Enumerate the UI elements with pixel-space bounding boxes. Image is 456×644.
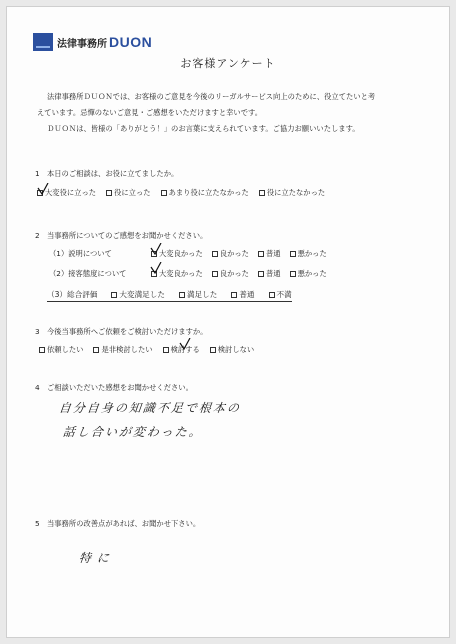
handwritten-answer: 特に bbox=[78, 551, 116, 565]
checkbox-icon[interactable] bbox=[210, 347, 216, 353]
checkbox-icon[interactable] bbox=[179, 292, 185, 298]
checkbox-icon[interactable] bbox=[290, 251, 296, 257]
question-3: 3 今後当事務所へご依頼をご検討いただけますか。 bbox=[35, 327, 208, 336]
question-2: 2 当事務所についてのご感想をお聞かせください。 bbox=[35, 231, 208, 240]
checkbox-icon[interactable] bbox=[231, 292, 237, 298]
q1-option[interactable]: あまり役に立たなかった bbox=[161, 188, 249, 198]
checkbox-icon[interactable] bbox=[163, 347, 169, 353]
q3-option[interactable]: 検討しない bbox=[210, 345, 254, 355]
overall-label: （3）総合評価 bbox=[47, 290, 98, 299]
checkbox-icon[interactable] bbox=[212, 271, 218, 277]
check-mark-icon bbox=[150, 243, 162, 255]
check-mark-icon bbox=[150, 262, 162, 274]
intro-line: えています。忌憚のないご意見・ご感想をいただけますと幸いです。 bbox=[37, 108, 263, 117]
intro-text bbox=[37, 89, 421, 137]
handwritten-answer-line: 話し合いが変わった。 bbox=[62, 425, 204, 439]
check-mark-icon bbox=[179, 338, 191, 350]
firm-logo bbox=[33, 33, 152, 51]
overall-option[interactable]: 不満 bbox=[269, 289, 292, 300]
handwritten-answer-line: 自分自身の知識不足で根本の bbox=[58, 401, 242, 415]
q2-row-explanation bbox=[49, 249, 327, 259]
q2-overall bbox=[47, 289, 292, 302]
question-5: 5 当事務所の改善点があれば、お聞かせ下さい。 bbox=[35, 519, 201, 528]
question-1: 1 本日のご相談は、お役に立てましたか。 bbox=[35, 169, 179, 178]
logo-firm-jp: 法律事務所 bbox=[57, 38, 107, 50]
overall-option[interactable]: 満足した bbox=[179, 289, 217, 300]
logo-firm-en: DUON bbox=[109, 34, 153, 50]
checkbox-icon[interactable] bbox=[93, 347, 99, 353]
survey-page bbox=[6, 6, 450, 638]
q3-option[interactable]: 是非検討したい bbox=[93, 345, 152, 355]
overall-option[interactable]: 大変満足した bbox=[111, 289, 165, 300]
checkbox-icon[interactable] bbox=[259, 190, 265, 196]
q1-option[interactable]: 役に立った bbox=[106, 188, 150, 198]
intro-line: ＤＵＯＮは、皆様の「ありがとう！」のお言葉に支えられています。ご協力お願いいたします。 bbox=[47, 124, 360, 133]
checkbox-icon[interactable] bbox=[258, 271, 264, 277]
check-mark-icon bbox=[37, 183, 49, 195]
q1-option[interactable]: 役に立たなかった bbox=[259, 188, 325, 198]
q2-option[interactable]: 良かった bbox=[212, 269, 249, 279]
row-label: （2）接客態度について bbox=[49, 269, 127, 278]
overall-option[interactable]: 普通 bbox=[231, 289, 254, 300]
q1-options bbox=[37, 188, 325, 198]
q2-option[interactable]: 大変良かった bbox=[151, 269, 203, 279]
checkbox-icon[interactable] bbox=[111, 292, 117, 298]
checkbox-icon[interactable] bbox=[258, 251, 264, 257]
checkbox-icon[interactable] bbox=[290, 271, 296, 277]
q2-option[interactable]: 普通 bbox=[258, 269, 281, 279]
q3-options bbox=[39, 345, 254, 355]
row-label: （1）説明について bbox=[49, 249, 112, 258]
q3-option[interactable]: 検討する bbox=[163, 345, 200, 355]
intro-line: 法律事務所ＤＵＯＮでは、お客様のご意見を今後のリーガルサービス向上のために、役立てたいと考 bbox=[47, 92, 376, 101]
q2-option[interactable]: 良かった bbox=[212, 249, 249, 259]
q3-option[interactable]: 依頼したい bbox=[39, 345, 83, 355]
checkbox-icon[interactable] bbox=[106, 190, 112, 196]
q2-option[interactable]: 大変良かった bbox=[151, 249, 203, 259]
q2-row-attitude bbox=[49, 269, 327, 279]
question-4: 4 ご相談いただいた感想をお聞かせください。 bbox=[35, 383, 193, 392]
q2-option[interactable]: 悪かった bbox=[290, 269, 327, 279]
checkbox-icon[interactable] bbox=[269, 292, 275, 298]
checkbox-icon[interactable] bbox=[39, 347, 45, 353]
q2-option[interactable]: 悪かった bbox=[290, 249, 327, 259]
q2-option[interactable]: 普通 bbox=[258, 249, 281, 259]
q1-option[interactable]: 大変役に立った bbox=[37, 188, 96, 198]
page-title: お客様アンケート bbox=[180, 57, 276, 70]
checkbox-icon[interactable] bbox=[212, 251, 218, 257]
checkbox-icon[interactable] bbox=[161, 190, 167, 196]
logo-mark-icon bbox=[33, 33, 53, 51]
